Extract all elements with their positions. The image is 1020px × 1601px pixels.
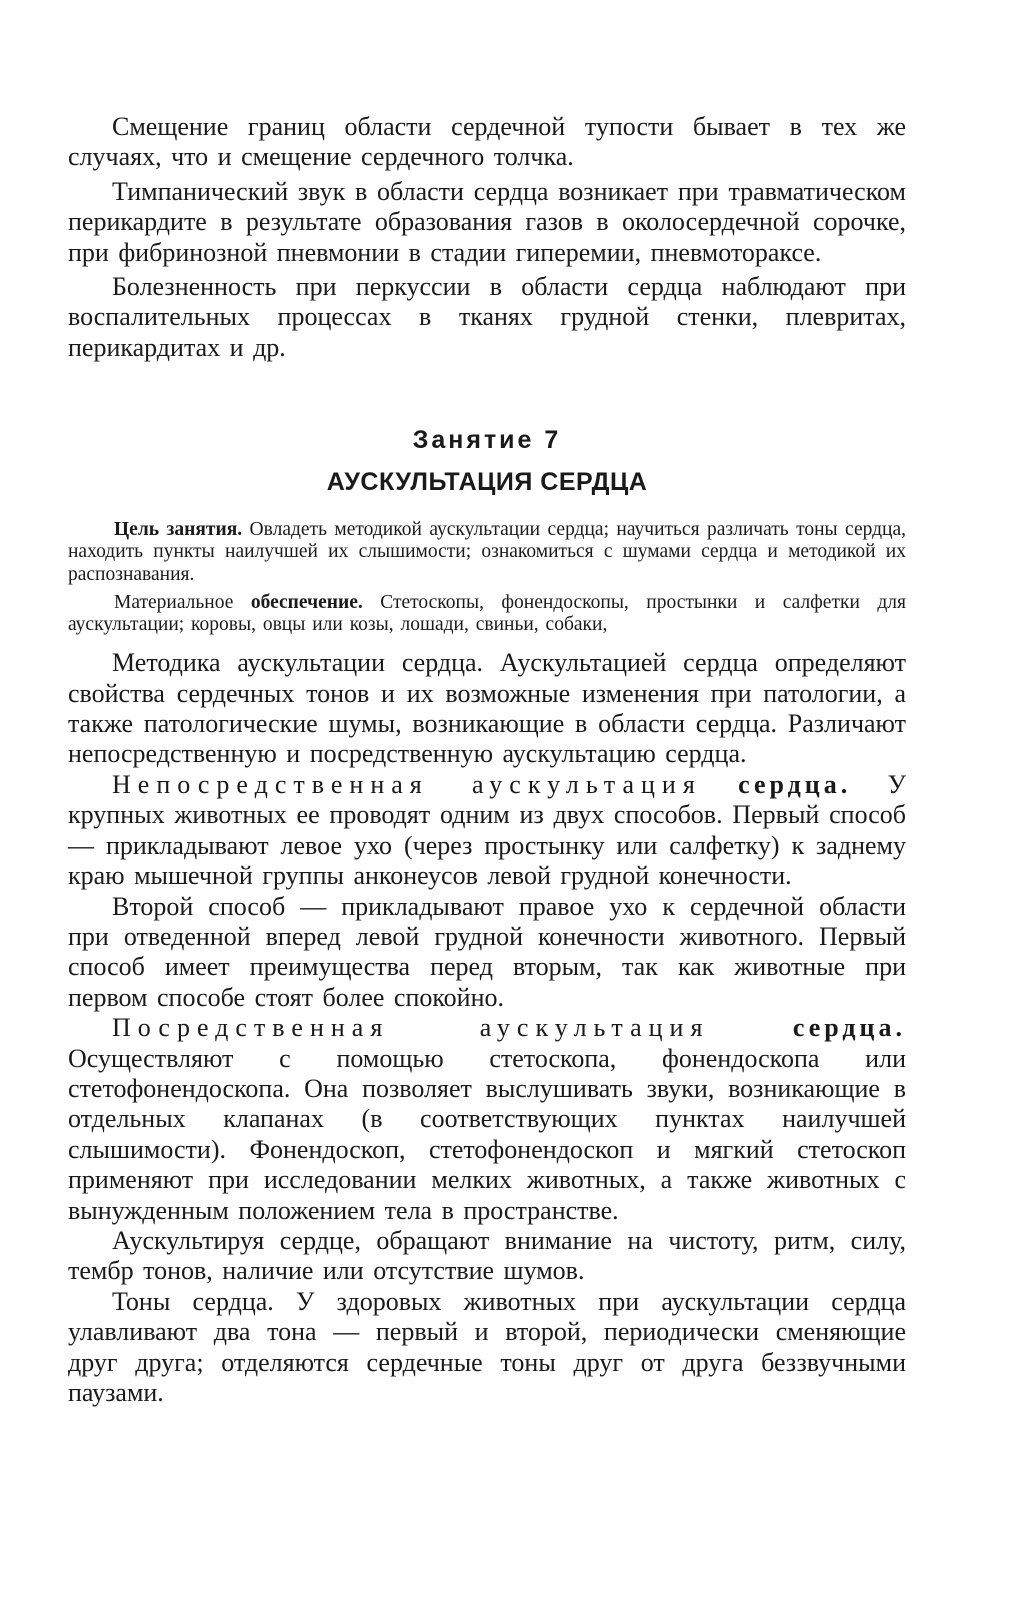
lesson-title: АУСКУЛЬТАЦИЯ СЕРДЦА (326, 468, 648, 497)
intro-paragraph-2: Тимпанический звук в области сердца возникает при травматическом перикардите в результате образования газов в околосердечной сорочке, при фибринозной пневмонии в стадии гиперемии, пневмотораксе. (68, 176, 906, 267)
body-paragraph-6: Тоны сердца. У здоровых животных при аускультации сердца улавливают два тона — первый и второй, периодически сменяющие друг друга; отделяются сердечные тоны друг от друга беззвучными паузами. (68, 1286, 906, 1408)
materials-label: обеспечение. (250, 591, 363, 613)
materials-label-prefix: Материальное (114, 591, 251, 613)
materials-text: Стетоскопы, фонендоскопы, простынки и салфетки для аускультации; коровы, овцы или козы, лошади, свиньи, собаки, (68, 591, 906, 636)
book-page (68, 112, 906, 1408)
body-paragraph-3: Второй способ — прикладывают правое ухо к сердечной области при отведенной вперед левой грудной конечности животного. Первый способ имеет преимущества перед вторым, так как животные при первом способе стоят более спокойно. (68, 891, 906, 1012)
goal-label: Цель занятия. (114, 519, 243, 541)
direct-auscultation-term-bold: сердца. (738, 769, 852, 799)
direct-auscultation-term: Непосредственная аускультация (112, 769, 702, 799)
goal-paragraph (68, 519, 906, 586)
goal-text: Овладеть методикой аускультации сердца; научиться различать тоны сердца, находить пункты наилучшей их слышимости; ознакомиться с шумами сердца и методикой их распознавания. (68, 519, 906, 585)
body-paragraph-5: Аускультируя сердце, обращают внимание на чистоту, ритм, силу, тембр тонов, наличие или отсутствие шумов. (68, 1225, 906, 1286)
body-paragraph-1: Методика аускультации сердца. Аускультацией сердца определяют свойства сердечных тонов и их возможные изменения при патологии, а также патологические шумы, возникающие в области сердца. Различают непосредственную и посредственную аускультацию сердца. (68, 648, 906, 769)
intro-paragraph-1: Смещение границ области сердечной тупости бывает в тех же случаях, что и смещение сердечного толчка. (68, 112, 906, 172)
materials-paragraph (68, 592, 906, 636)
body-paragraph-2-text: У крупных животных ее проводят одним из двух способов. Первый способ — прикладывают левое ухо (через простынку или салфетку) к заднему краю мышечной группы анконеусов левой грудной конечности. (68, 769, 907, 891)
body-paragraph-4 (68, 1013, 906, 1226)
body-paragraph-2 (68, 770, 906, 892)
lesson-heading (68, 425, 906, 497)
intro-paragraph-3: Болезненность при перкуссии в области сердца наблюдают при воспалительных процессах в тканях грудной стенки, плевритах, перикардитах и др. (68, 272, 906, 362)
lesson-number: Занятие 7 (412, 426, 562, 455)
mediate-auscultation-term-bold: сердца. (792, 1013, 907, 1043)
lesson-objectives (68, 519, 906, 636)
body-paragraph-4-text: Осуществляют с помощью стетоскопа, фонендоскопа или стетофонендоскопа. Она позволяет выслушивать звуки, возникающие в отдельных клапанах (в соответствующих пунктах наилучшей слышимости). Фонендоскоп, стетофонендоскоп и мягкий стетоскоп применяют при исследовании мелких животных, а также животных с вынужденным положением тела в пространстве. (68, 1043, 906, 1225)
main-text (68, 648, 906, 1408)
mediate-auscultation-term: Посредственная аускультация (112, 1013, 710, 1043)
